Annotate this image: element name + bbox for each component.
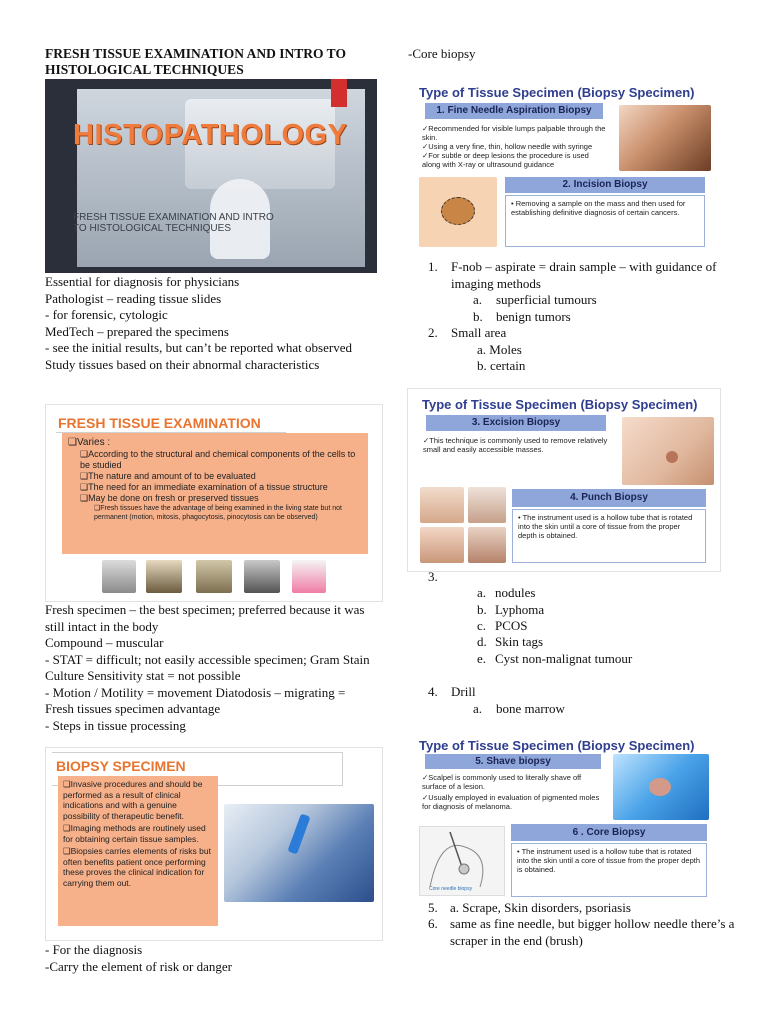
note-line: - Steps in tissue processing (45, 717, 186, 733)
core-bar: 6 . Core Biopsy (511, 824, 707, 841)
list-item-3b: Lyphoma (495, 602, 545, 617)
histopathology-slide (45, 79, 377, 273)
punch-photo-4 (468, 527, 506, 563)
bullet-item: • The instrument used is a hollow tube that is rotated into the skin until a core of tissue from the proper depth is obtained. (517, 847, 701, 874)
list-item-5: a. Scrape, Skin disorders, psoriasis (450, 900, 631, 915)
notes-block-3 (45, 942, 375, 975)
varies-label: ❑Varies : (68, 437, 111, 448)
note-line: Fresh specimen – the best specimen; preferred because it was still intact in the body (45, 602, 365, 634)
biopsy-content-panel (58, 776, 218, 926)
incision-box (505, 195, 705, 247)
checkmark-icon: ✓ (422, 142, 429, 151)
note-line: MedTech – prepared the specimens (45, 323, 229, 339)
list-letter-b: b. (473, 309, 483, 324)
check-item: ✓Usually employed in evaluation of pigmented moles for diagnosis of melanoma. (422, 793, 600, 811)
note-line: Pathologist – reading tissue slides (45, 290, 222, 306)
punch-photo-1 (420, 487, 464, 523)
check-item: ✓Recommended for visible lumps palpable through the skin. (422, 124, 606, 142)
shave-bar: 5. Shave biopsy (425, 754, 601, 769)
list-letter: d. (477, 634, 487, 649)
note-line: Study tissues based on their abnormal characteristics (45, 356, 320, 372)
fine-needle-photo (619, 105, 711, 171)
core-biopsy-label: -Core biopsy (408, 46, 476, 61)
note-line: - for forensic, cytologic (45, 307, 168, 322)
excision-photo (622, 417, 714, 485)
checkbox-icon: ❑ (94, 505, 101, 512)
content-panel (62, 433, 368, 554)
list-letter: a. (477, 585, 487, 600)
list-item-1a: superficial tumours (496, 292, 597, 307)
checkbox-icon: ❑ (63, 779, 71, 789)
list-item-6: same as fine needle, but bigger hollow needle there’s a scraper in the end (brush) (450, 916, 735, 948)
note-line: - STAT = difficult; not easily accessible specimen; Gram Stain Culture Sensitivity stat = not possible (45, 651, 370, 683)
red-corner-accent (331, 79, 347, 107)
biopsy-types-slide-3 (407, 730, 719, 902)
slide-c-title: Type of Tissue Specimen (Biopsy Specimen) (419, 738, 695, 753)
checkmark-icon: ✓ (423, 436, 430, 445)
checkbox-icon: ❑ (80, 449, 89, 459)
list-item-2b: b. certain (477, 358, 526, 373)
checkbox-icon: ❑ (80, 471, 89, 481)
equipment-photo-5 (292, 560, 326, 593)
excision-bar: 3. Excision Biopsy (426, 415, 606, 431)
punch-photo-2 (468, 487, 506, 523)
bullet-item: • The instrument used is a hollow tube that is rotated into the skin until a core of tissue from the proper depth is obtained. (518, 513, 693, 540)
incision-diagram (419, 177, 497, 247)
slide-b-title: Type of Tissue Specimen (Biopsy Specimen) (422, 397, 698, 412)
punch-bar: 4. Punch Biopsy (512, 489, 706, 507)
checkbox-icon: ❑ (63, 846, 71, 856)
check-item: ✓Scalpel is commonly used to literally shave off surface of a lesion. (422, 773, 582, 791)
list-number-3: 3. (428, 569, 438, 584)
check-item: ✓For subtle or deep lesions the procedure is used along with X-ray or ultrasound guidance (422, 151, 589, 169)
breast-diagram-icon (420, 827, 504, 895)
fresh-tissue-slide (45, 404, 383, 602)
biopsy-specimen-slide (45, 747, 383, 941)
list-item-3c: PCOS (495, 618, 528, 633)
list-number-2: 2. (428, 325, 438, 340)
panel-item: ❑The nature and amount of to be evaluated (80, 471, 256, 481)
note-line: - see the initial results, but can’t be reported what observed (45, 340, 352, 355)
slide-title-histopathology: HISTOPATHOLOGY (73, 119, 348, 151)
incision-bar: 2. Incision Biopsy (505, 177, 705, 193)
excision-box (418, 433, 618, 463)
shave-biopsy-photo (613, 754, 709, 820)
list-letter-a: a. (473, 292, 483, 307)
checkbox-icon: ❑ (68, 437, 77, 448)
checkmark-icon: ✓ (422, 793, 429, 802)
checkmark-icon: ✓ (422, 773, 429, 782)
panel-item: ❑The need for an immediate examination of a tissue structure (80, 482, 328, 492)
panel-item: ❑Biopsies carries elements of risks but often benefits patient once performing these proves the clinical indication for carrying them out. (63, 846, 211, 888)
check-item: ✓Using a very fine, thin, hollow needle with syringe (422, 142, 593, 151)
biopsy-types-slide-2 (407, 388, 721, 572)
slide-subtitle: FRESH TISSUE EXAMINATION AND INTRO TO HISTOLOGICAL TECHNIQUES (73, 212, 274, 234)
core-box (511, 843, 707, 897)
panel-item: ❑Imaging methods are routinely used for obtaining certain tissue samples. (63, 823, 206, 844)
panel-item: ❑May be done on fresh or preserved tissues (80, 493, 259, 503)
slide-title-fresh-tissue: FRESH TISSUE EXAMINATION (58, 415, 261, 431)
bullet-item: • Removing a sample on the mass and then used for establishing definitive diagnosis of certain cancers. (511, 199, 686, 217)
list-item-3a: nodules (495, 585, 536, 600)
list-number-5: 5. (428, 900, 438, 915)
note-line: Compound – muscular (45, 635, 164, 650)
equipment-photo-2 (146, 560, 182, 593)
equipment-photo-3 (196, 560, 232, 593)
list-item-4: Drill (451, 684, 476, 699)
list-item-2: Small area (451, 325, 507, 340)
note-line: Essential for diagnosis for physicians (45, 274, 240, 289)
checkbox-icon: ❑ (80, 482, 89, 492)
checkbox-icon: ❑ (80, 493, 89, 503)
diagram-caption: Core needle biopsy (429, 886, 473, 892)
panel-subitem: ❑Fresh tissues have the advantage of being examined in the living state but not permanent (motion, mitosis, phagocytosis, pinocytosis can be observed) (94, 505, 342, 521)
punch-box (512, 509, 706, 563)
biopsy-types-slide-1 (407, 79, 717, 257)
list-item-4a: bone marrow (496, 701, 565, 716)
list-letter: e. (477, 651, 487, 666)
slide-a-title: Type of Tissue Specimen (Biopsy Specimen) (419, 85, 695, 100)
panel-item: ❑According to the structural and chemical components of the cells to be studied (80, 449, 356, 470)
list-number-4: 4. (428, 684, 438, 699)
equipment-photo-4 (244, 560, 280, 593)
list-item-1b: benign tumors (496, 309, 571, 324)
punch-photo-3 (420, 527, 464, 563)
note-line: -Carry the element of risk or danger (45, 958, 232, 974)
note-line: - For the diagnosis (45, 942, 143, 957)
notes-block-2 (45, 602, 375, 734)
list-item-2a: a. Moles (477, 342, 522, 357)
list-letter: a. (473, 701, 483, 716)
list-item-3e: Cyst non-malignat tumour (495, 651, 633, 666)
checkmark-icon: ✓ (422, 151, 429, 160)
panel-item: ❑Invasive procedures and should be performed as a result of clinical indications and with a genuine possibility of therapeutic benefit. (63, 779, 203, 821)
list-item-1: F-nob – aspirate = drain sample – with guidance of imaging methods (451, 259, 717, 291)
shave-box (417, 770, 605, 820)
notes-block-1 (45, 274, 375, 373)
checkmark-icon: ✓ (422, 124, 429, 133)
list-letter: b. (477, 602, 487, 617)
equipment-photo-1 (102, 560, 136, 593)
fine-needle-bar: 1. Fine Needle Aspiration Biopsy (425, 103, 603, 119)
note-line: - Motion / Motility = movement Diatodosis – migrating = Fresh tissues specimen advantage (45, 684, 346, 716)
check-item: ✓This technique is commonly used to remove relatively small and easily accessible masses. (423, 436, 608, 454)
document-title: FRESH TISSUE EXAMINATION AND INTRO TO HISTOLOGICAL TECHNIQUES (45, 46, 346, 77)
fine-needle-box (417, 121, 613, 171)
list-number-6: 6. (428, 916, 438, 931)
list-item-3d: Skin tags (495, 634, 544, 649)
checkbox-icon: ❑ (63, 823, 71, 833)
slide-title-biopsy: BIOPSY SPECIMEN (56, 758, 186, 774)
list-number-1: 1. (428, 259, 438, 274)
list-letter: c. (477, 618, 487, 633)
